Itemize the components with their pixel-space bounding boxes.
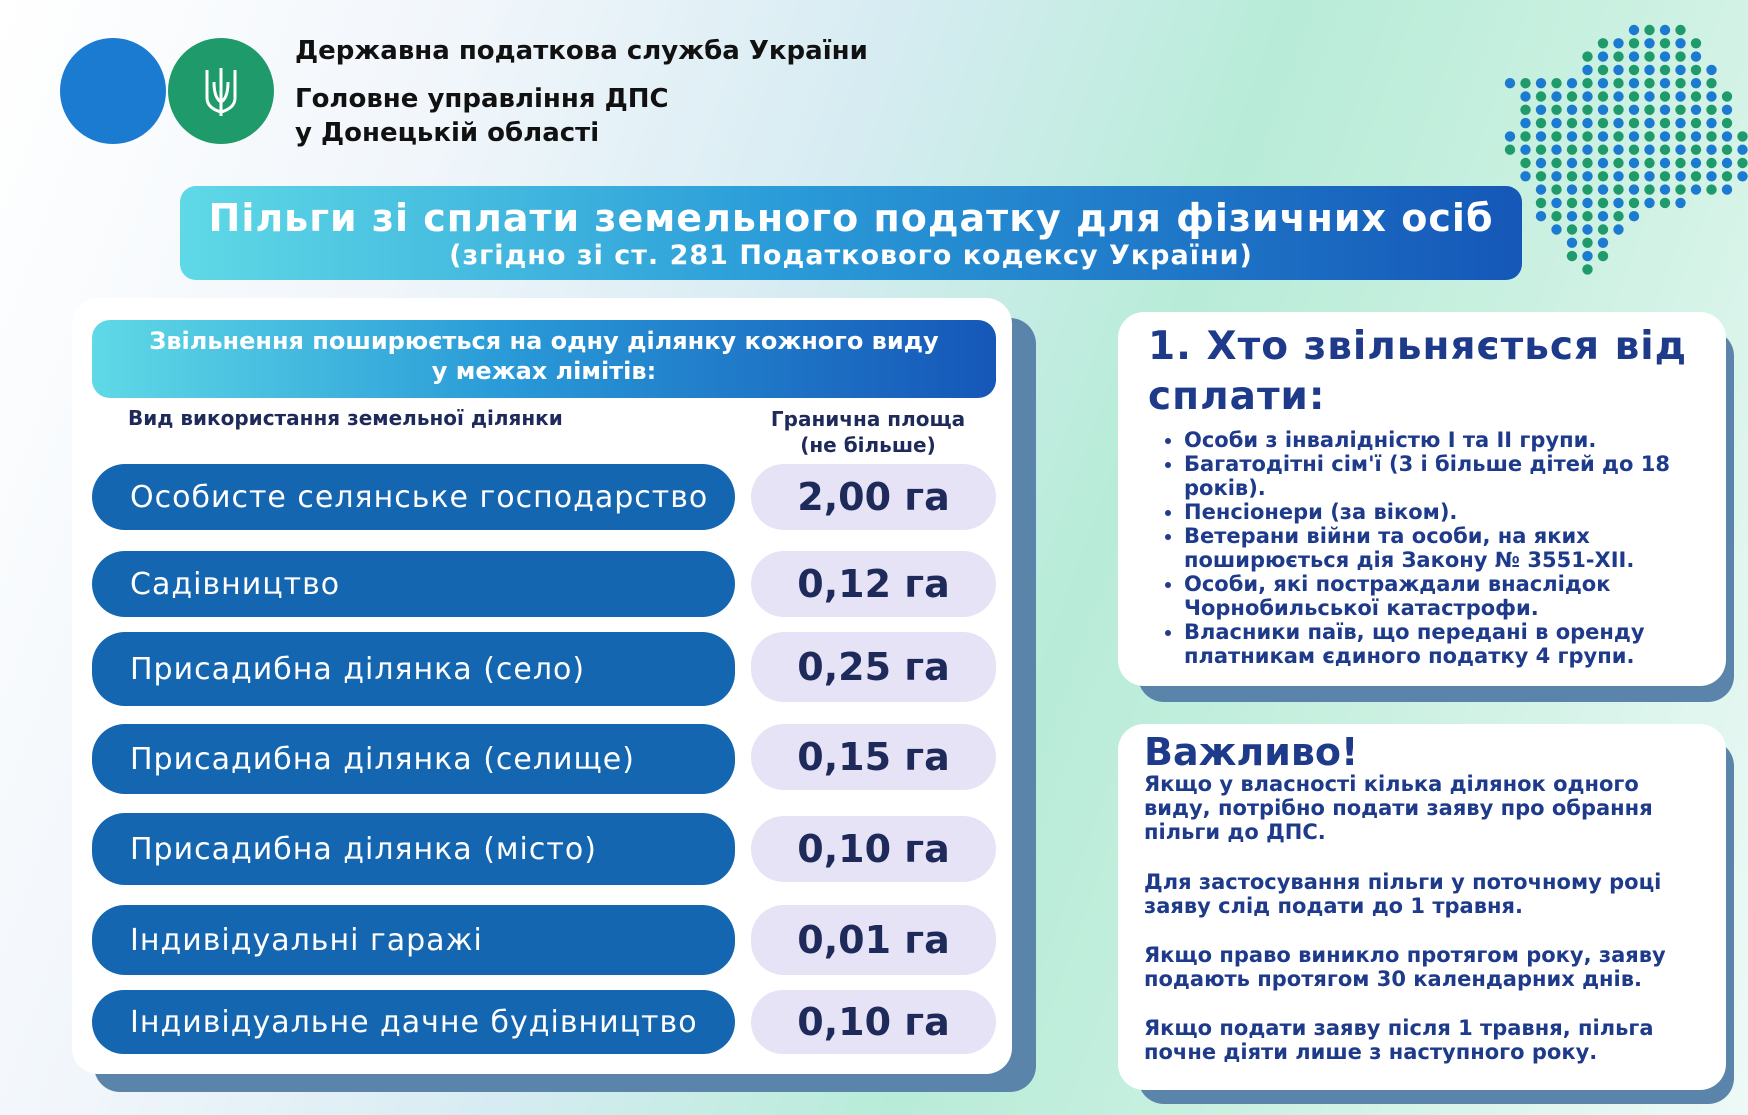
map-dot [1691,118,1701,128]
page-title: Пільги зі сплати земельного податку для фізичних осіб [208,196,1494,240]
map-dot [1582,171,1592,181]
map-dot [1613,105,1623,115]
map-dot [1613,131,1623,141]
limit-row-value: 0,15 га [751,724,996,790]
map-dot [1722,171,1732,181]
map-dot [1706,105,1716,115]
limits-banner [92,320,996,398]
map-dot [1598,91,1608,101]
map-dot [1551,198,1561,208]
map-dot [1567,145,1577,155]
map-dot [1551,118,1561,128]
map-dot [1675,184,1685,194]
important-paragraph-1: Якщо у власності кілька ділянок одного виду, потрібно подати заяву про обрання пільги до ДПС. [1144,772,1653,844]
map-dot [1567,238,1577,248]
map-dot [1660,38,1670,48]
map-dot [1613,91,1623,101]
map-dot [1567,158,1577,168]
map-dot [1675,78,1685,88]
map-dot [1582,198,1592,208]
map-dot [1598,51,1608,61]
map-dot [1660,158,1670,168]
map-dot [1644,118,1654,128]
limit-row-label: Присадибна ділянка (село) [92,632,735,706]
map-dot [1644,65,1654,75]
map-dot [1644,198,1654,208]
map-dot [1675,198,1685,208]
limit-row-label: Особисте селянське господарство [92,464,735,530]
map-dot [1629,78,1639,88]
map-dot [1706,91,1716,101]
column-header-area [758,406,978,458]
map-dot [1660,184,1670,194]
map-dot [1722,184,1732,194]
map-dot [1582,238,1592,248]
map-dot [1598,38,1608,48]
important-paragraph-4: Якщо подати заяву після 1 травня, пільга почне діяти лише з наступного року. [1144,1016,1654,1064]
logo-blue-circle [60,38,166,144]
map-dot [1551,131,1561,141]
map-dot [1691,145,1701,155]
map-dot [1567,224,1577,234]
map-dot [1613,198,1623,208]
map-dot [1551,91,1561,101]
map-dot [1582,118,1592,128]
map-dot [1660,198,1670,208]
map-dot [1505,145,1515,155]
map-dot [1536,131,1546,141]
map-dot [1505,131,1515,141]
map-dot [1551,224,1561,234]
map-dot [1737,171,1747,181]
map-dot [1706,145,1716,155]
map-dot [1536,158,1546,168]
map-dot [1520,171,1530,181]
map-dot [1598,224,1608,234]
map-dot [1567,78,1577,88]
map-dot [1660,118,1670,128]
limit-row-value: 0,12 га [751,551,996,617]
map-dot [1567,171,1577,181]
map-dot [1644,171,1654,181]
map-dot [1737,145,1747,155]
org-name: Державна податкова служба України [295,36,868,66]
map-dot [1567,131,1577,141]
map-dot [1536,91,1546,101]
map-dot [1644,145,1654,155]
list-item: • Багатодітні сім'ї (3 і більше дітей до 18 років). [1184,452,1734,500]
map-dot [1520,91,1530,101]
map-dot [1644,131,1654,141]
map-dot [1505,78,1515,88]
map-dot [1598,238,1608,248]
map-dot [1629,25,1639,35]
map-dot [1598,198,1608,208]
map-dot [1722,105,1732,115]
map-dot [1551,78,1561,88]
map-dot [1675,105,1685,115]
map-dot [1598,131,1608,141]
map-dot [1675,91,1685,101]
map-dot [1582,51,1592,61]
map-dot [1567,105,1577,115]
column-header-area-line1: Гранична площа [770,407,966,431]
limit-row-label: Індивідуальне дачне будівництво [92,990,735,1054]
map-dot [1520,105,1530,115]
map-dot [1629,38,1639,48]
list-item: • Пенсіонери (за віком). [1184,500,1734,524]
map-dot [1691,105,1701,115]
map-dot [1675,38,1685,48]
map-dot [1691,91,1701,101]
map-dot [1691,131,1701,141]
title-banner [180,186,1522,280]
map-dot [1644,91,1654,101]
map-dot [1582,158,1592,168]
map-dot [1613,184,1623,194]
limit-row-value: 0,01 га [751,905,996,975]
map-dot [1675,118,1685,128]
map-dot [1675,145,1685,155]
map-dot [1737,131,1747,141]
map-dot [1722,145,1732,155]
map-dot [1536,118,1546,128]
map-dot [1598,105,1608,115]
map-dot [1520,78,1530,88]
limit-row-value: 0,25 га [751,632,996,702]
map-dot [1582,91,1592,101]
map-dot [1536,78,1546,88]
map-dot [1582,65,1592,75]
map-dot [1598,145,1608,155]
limit-row-value: 0,10 га [751,990,996,1054]
map-dot [1613,38,1623,48]
trident-icon [201,64,241,118]
map-dot [1613,118,1623,128]
map-dot [1567,251,1577,261]
map-dot [1551,184,1561,194]
map-dot [1536,145,1546,155]
map-dot [1722,158,1732,168]
map-dot [1567,118,1577,128]
limit-row-label: Садівництво [92,551,735,617]
map-dot [1520,118,1530,128]
important-paragraph-2: Для застосування пільги у поточному році заяву слід подати до 1 травня. [1144,870,1662,918]
map-dot [1644,25,1654,35]
map-dot [1706,158,1716,168]
map-dot [1520,145,1530,155]
map-dot [1613,171,1623,181]
map-dot [1582,145,1592,155]
map-dot [1660,65,1670,75]
map-dot [1613,158,1623,168]
map-dot [1644,51,1654,61]
map-dot [1644,78,1654,88]
who-title: 1. Хто звільняється від сплати: [1148,324,1688,419]
map-dot [1567,91,1577,101]
map-dot [1567,198,1577,208]
map-dot [1660,171,1670,181]
limit-row-label: Індивідуальні гаражі [92,905,735,975]
map-dot [1629,105,1639,115]
map-dot [1691,38,1701,48]
column-header-area-line2: (не більше) [800,433,936,457]
map-dot [1536,184,1546,194]
map-dot [1536,211,1546,221]
limit-row-label: Присадибна ділянка (місто) [92,813,735,885]
limits-banner-line2: у межах лімітів: [431,357,657,385]
map-dot [1582,251,1592,261]
map-dot [1691,158,1701,168]
map-dot [1629,158,1639,168]
map-dot [1691,184,1701,194]
map-dot [1551,145,1561,155]
map-dot [1551,105,1561,115]
map-dot [1660,25,1670,35]
map-dot [1567,211,1577,221]
map-dot [1629,131,1639,141]
map-dot [1660,105,1670,115]
limit-row-value: 0,10 га [751,816,996,882]
map-dot [1706,184,1716,194]
map-dot [1613,51,1623,61]
map-dot [1551,171,1561,181]
map-dot [1675,131,1685,141]
region-map-icon [1500,22,1748,280]
important-paragraph-3: Якщо право виникло протягом року, заяву подають протягом 30 календарних днів. [1144,943,1666,991]
map-dot [1582,211,1592,221]
map-dot [1598,158,1608,168]
map-dot [1660,131,1670,141]
list-item: • Ветерани війни та особи, на яких поширюється дія Закону № 3551-XII. [1184,524,1734,572]
map-dot [1675,171,1685,181]
map-dot [1691,51,1701,61]
limit-row-label: Присадибна ділянка (селище) [92,724,735,794]
map-dot [1582,78,1592,88]
map-dot [1598,211,1608,221]
map-dot [1582,184,1592,194]
map-dot [1691,65,1701,75]
map-dot [1660,51,1670,61]
map-dot [1613,78,1623,88]
map-dot [1691,171,1701,181]
map-dot [1691,78,1701,88]
map-dot [1613,145,1623,155]
map-dot [1536,198,1546,208]
map-dot [1629,51,1639,61]
department-line-2: у Донецькій області [295,118,600,148]
important-title: Важливо! [1144,730,1359,774]
map-dot [1660,78,1670,88]
who-list [1160,428,1734,668]
map-dot [1706,118,1716,128]
map-dot [1520,158,1530,168]
map-dot [1567,184,1577,194]
map-dot [1629,91,1639,101]
map-dot [1582,224,1592,234]
map-dot [1629,65,1639,75]
map-dot [1551,211,1561,221]
map-dot [1629,198,1639,208]
map-dot [1675,51,1685,61]
map-dot [1722,118,1732,128]
map-dot [1644,38,1654,48]
map-dot [1644,105,1654,115]
map-dot [1675,65,1685,75]
map-dot [1520,131,1530,141]
map-dot [1598,171,1608,181]
map-dot [1629,118,1639,128]
map-dot [1598,184,1608,194]
map-dot [1613,65,1623,75]
map-dot [1598,78,1608,88]
map-dot [1706,171,1716,181]
map-dot [1613,211,1623,221]
map-dot [1629,145,1639,155]
list-item: • Власники паїв, що передані в оренду платникам єдиного податку 4 групи. [1184,620,1734,668]
map-dot [1629,184,1639,194]
department-line-1: Головне управління ДПС [295,84,669,114]
list-item: • Особи, які постраждали внаслідок Чорнобильської катастрофи. [1184,572,1734,620]
map-dot [1737,158,1747,168]
map-dot [1675,25,1685,35]
map-dot [1706,78,1716,88]
column-header-use: Вид використання земельної ділянки [128,406,563,430]
map-dot [1629,211,1639,221]
map-dot [1598,65,1608,75]
map-dot [1706,65,1716,75]
map-dot [1644,158,1654,168]
map-dot [1629,171,1639,181]
limits-banner-line1: Звільнення поширюється на одну ділянку кожного виду [149,327,939,355]
map-dot [1660,145,1670,155]
logo-green-circle [168,38,274,144]
map-dot [1613,224,1623,234]
map-dot [1582,264,1592,274]
page-subtitle: (згідно зі ст. 281 Податкового кодексу України) [449,240,1253,271]
limit-row-value: 2,00 га [751,464,996,530]
map-dot [1722,131,1732,141]
map-dot [1706,131,1716,141]
map-dot [1551,158,1561,168]
map-dot [1598,251,1608,261]
map-dot [1536,105,1546,115]
map-dot [1722,91,1732,101]
map-dot [1582,105,1592,115]
map-dot [1582,131,1592,141]
map-dot [1536,171,1546,181]
map-dot [1598,118,1608,128]
map-dot [1660,91,1670,101]
map-dot [1644,184,1654,194]
list-item: • Особи з інвалідністю I та II групи. [1184,428,1734,452]
map-dot [1675,158,1685,168]
